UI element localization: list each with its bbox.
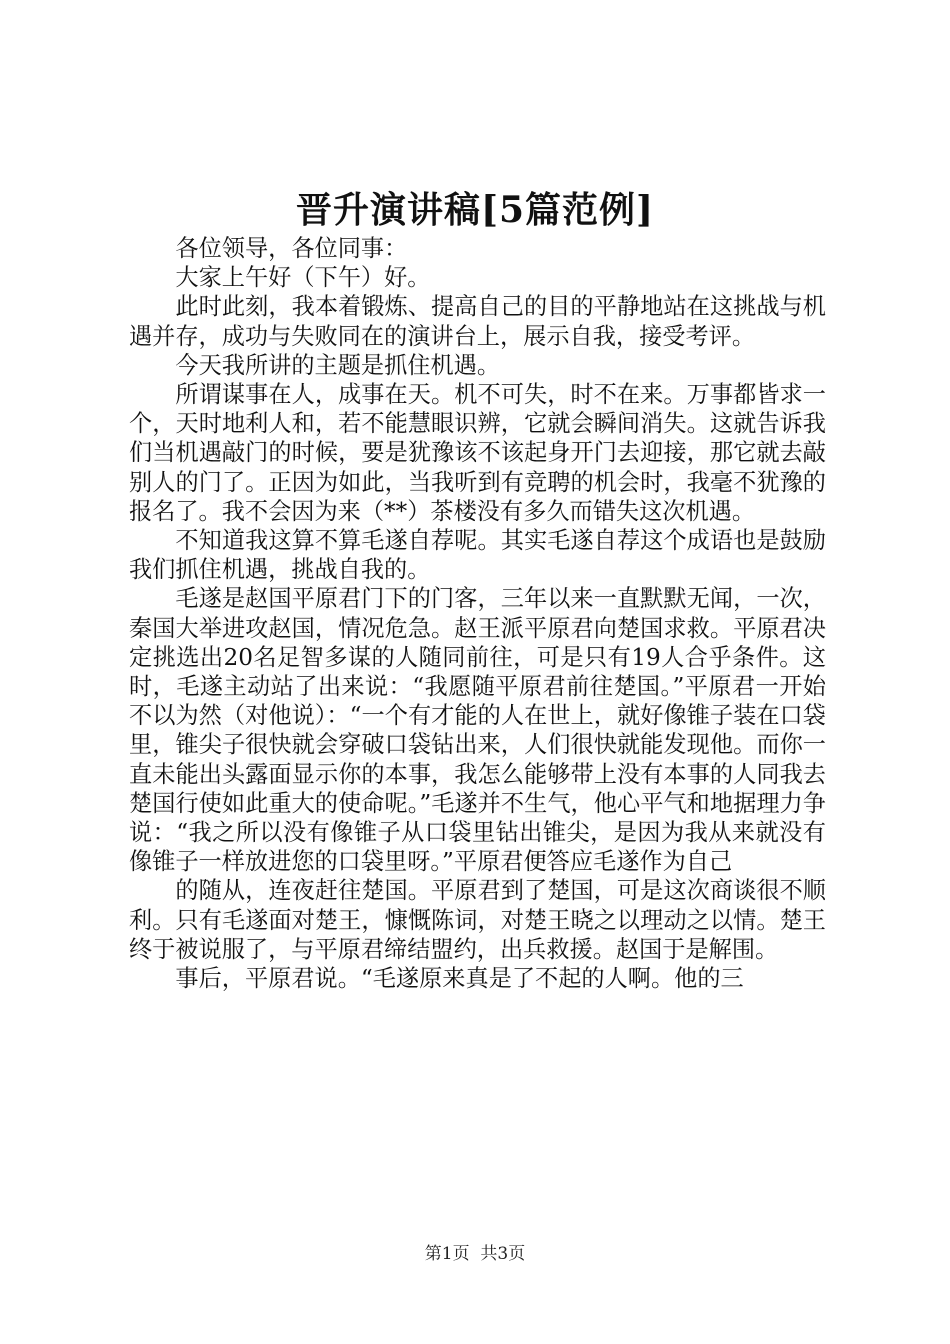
paragraph-salutation: 大家上午好（下午）好。 (175, 264, 431, 292)
document-body (129, 234, 826, 993)
paragraph-greeting: 各位领导，各位同事： (175, 235, 408, 262)
document-title: 晋升演讲稿[5篇范例] (295, 189, 655, 231)
paragraph-intro: 此时此刻，我本着锻炼、提高自己的目的平静地站在这挑战与机遇并存，成功与失败同在的演讲台上，展示自我，接受考评。 (129, 293, 826, 350)
paragraph-self-recommend: 不知道我这算不算毛遂自荐呢。其实毛遂自荐这个成语也是鼓励我们抓住机遇，挑战自我的。 (129, 527, 826, 584)
paragraph-aftermath: 事后，平原君说。“毛遂原来真是了不起的人啊。他的三 (175, 965, 744, 993)
page-footer (0, 1243, 950, 1265)
paragraph-mao-sui-story: 毛遂是赵国平原君门下的门客，三年以来一直默默无闻，一次，秦国大举进攻赵国，情况危急。赵王派平原君向楚国求救。平原君决定挑选出20名足智多谋的人随同前往，可是只有19人合乎条件。这时，毛遂主动站了出来说：“我愿随平原君前往楚国。”平原君一开始不以为然（对他说）：“一个有才能的人在世上，就好像锥子装在口袋里，锥尖子很快就会穿破口袋钻出来，人们很快就能发现他。而你一直未能出头露面显示你的本事，我怎么能够带上没有本事的人同我去楚国行使如此重大的使命呢。”毛遂并不生气，他心平气和地据理力争说：“我之所以没有像锥子从口袋里钻出锥尖，是因为我从来就没有像锥子一样放进您的口袋里呀。”平原君便答应毛遂作为自己 (129, 585, 826, 876)
paragraph-theme: 今天我所讲的主题是抓住机遇。 (175, 351, 501, 379)
page-number: 第1页 (424, 1244, 470, 1264)
paragraph-mao-sui-continued: 的随从，连夜赶往楚国。平原君到了楚国，可是这次商谈很不顺利。只有毛遂面对楚王，慷慨陈词，对楚王晓之以理动之以情。楚王终于被说服了，与平原君缔结盟约，出兵救援。赵国于是解围。 (129, 877, 826, 963)
paragraph-opportunity: 所谓谋事在人，成事在天。机不可失，时不在来。万事都皆求一个，天时地利人和，若不能慧眼识辨，它就会瞬间消失。这就告诉我们当机遇敲门的时候，要是犹豫该不该起身开门去迎接，那它就去敲别人的门了。正因为如此，当我听到有竞聘的机会时，我毫不犹豫的报名了。我不会因为来（**）茶楼没有多久而错失这次机遇。 (129, 381, 826, 525)
page-total: 共3页 (480, 1244, 526, 1264)
